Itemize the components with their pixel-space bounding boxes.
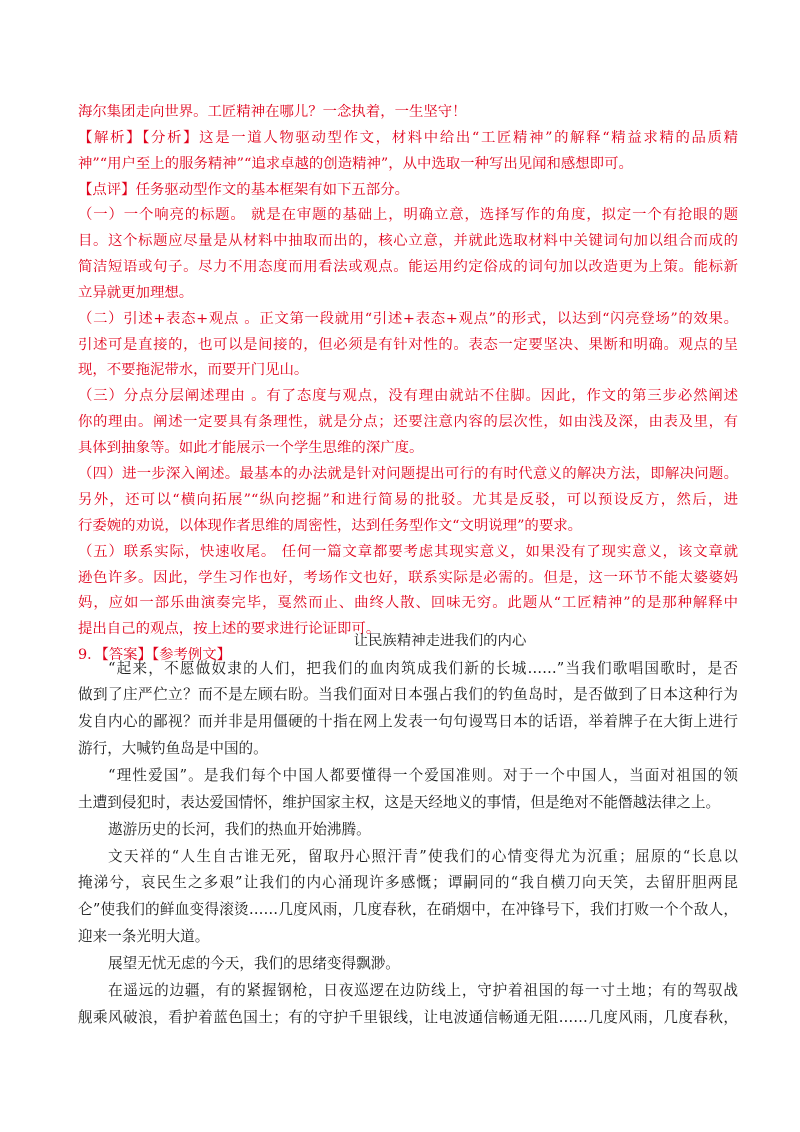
- answer-heading-line: 9．【答案】【参考例文】: [78, 647, 232, 663]
- text-line: 行委婉的劝说，以体现作者思维的周密性，达到任务型作文“文明说理”的要求。: [78, 518, 582, 534]
- essay-line: 在遥远的边疆，有的紧握钢枪，日夜巡逻在边防线上，守护着祖国的每一寸土地；有的驾驭战: [108, 982, 738, 999]
- text-line: 目。这个标题应尽量是从材料中抽取而出的，核心立意，并就此选取材料中关键词句加以组合而成的: [78, 233, 738, 249]
- essay-line: “起来，不愿做奴隶的人们，把我们的血肉筑成我们新的长城……”当我们歌唱国歌时，是否: [108, 660, 738, 677]
- text-line: 具体到抽象等。如此才能展示一个学生思维的深广度。: [78, 440, 424, 456]
- text-line: （三）分点分层阐述理由 。有了态度与观点，没有理由就站不住脚。因此，作文的第三步必然阐述: [78, 388, 738, 404]
- essay-line: 发自内心的鄙视？而并非是用僵硬的十指在网上发表一句句谩骂日本的话语，举着牌子在大街上进行: [78, 713, 738, 730]
- essay-line: 舰乘风破浪，看护着蓝色国土；有的守护千里银线，让电波通信畅通无阻……几度风雨，几度春秋，: [78, 1009, 738, 1026]
- text-line: 提出自己的观点，按上述的要求进行论证即可。: [78, 621, 381, 637]
- essay-line: 游行，大喊钓鱼岛是中国的。: [78, 740, 268, 757]
- essay-line: 遨游历史的长河，我们的热血开始沸腾。: [108, 821, 371, 838]
- essay-line: 仑”使我们的鲜血变得滚烫……几度风雨，几度春秋，在硝烟中，在冲锋号下，我们打败一个个敌人，: [78, 901, 738, 918]
- text-line: 你的理由。阐述一定要具有条理性，就是分点；还要注意内容的层次性，如由浅及深，由表及里，有: [78, 414, 738, 430]
- essay-line: 土遭到侵犯时，表达爱国情怀，维护国家主权，这是天经地义的事情，但是绝对不能僭越法律之上。: [78, 794, 721, 811]
- text-line: 另外，还可以“横向拓展”“纵向挖掘”和进行简易的批驳。尤其是反驳，可以预设反方，然后，进: [78, 492, 738, 508]
- essay-line: 迎来一条光明大道。: [78, 928, 210, 945]
- essay-title: 让民族精神走进我们的内心: [353, 633, 527, 649]
- text-line: 海尔集团走向世界。工匠精神在哪儿？一念执着，一生坚守！: [78, 104, 467, 120]
- essay-line: “理性爱国”。是我们每个中国人都要懂得一个爱国准则。对于一个中国人，当面对祖国的领: [108, 767, 738, 784]
- text-line: 简洁短语或句子。尽力不用态度而用看法或观点。能运用约定俗成的词句加以改造更为上策。能标新: [78, 259, 738, 275]
- text-line: 现，不要拖泥带水，而要开门见山。: [78, 362, 309, 378]
- text-line: 神”“用户至上的服务精神”“追求卓越的创造精神”，从中选取一种写出见闻和感想即可。: [78, 156, 633, 172]
- comment-heading-line: 【点评】任务驱动型作文的基本框架有如下五部分。: [78, 182, 409, 198]
- text-line: （五）联系实际，快速收尾。 任何一篇文章都要考虑其现实意义，如果没有了现实意义，该文章就: [78, 544, 738, 560]
- text-line: （二）引述+表态+观点 。正文第一段就用“引述+表态+观点”的形式，以达到“闪亮登场”的效果。: [78, 311, 738, 327]
- text-line: （一）一个响亮的标题。 就是在审题的基础上，明确立意，选择写作的角度，拟定一个有抢眼的题: [78, 207, 738, 223]
- essay-line: 做到了庄严伫立？而不是左顾右盼。当我们面对日本强占我们的钓鱼岛时，是否做到了日本这种行为: [78, 686, 738, 703]
- text-line: 逊色许多。因此，学生习作也好，考场作文也好，联系实际是必需的。但是，这一环节不能太婆婆妈: [78, 570, 738, 586]
- analysis-heading-line: 【解析】【分析】这是一道人物驱动型作文，材料中给出“工匠精神”的解释“精益求精的品质精: [78, 130, 738, 146]
- text-line: 立异就更加理想。: [78, 285, 194, 301]
- essay-line: 展望无忧无虑的今天，我们的思绪变得飘渺。: [108, 955, 400, 972]
- essay-line: 掩涕兮，哀民生之多艰”让我们的内心涌现许多感慨；谭嗣同的“我自横刀向天笑，去留肝胆两昆: [78, 874, 738, 891]
- essay-line: 文天祥的“人生自古谁无死，留取丹心照汗青”使我们的心情变得尤为沉重；屈原的“长息以: [108, 848, 738, 865]
- text-line: 妈，应如一部乐曲演奏完毕，戛然而止、曲终人散、回味无穷。此题从“工匠精神”的是那种解释中: [78, 595, 738, 611]
- text-line: （四）进一步深入阐述。最基本的办法就是针对问题提出可行的有时代意义的解决方法，即解决问题。: [78, 466, 738, 482]
- text-line: 引述可是直接的，也可以是间接的，但必须是有针对性的。表态一定要坚决、果断和明确。观点的呈: [78, 337, 738, 353]
